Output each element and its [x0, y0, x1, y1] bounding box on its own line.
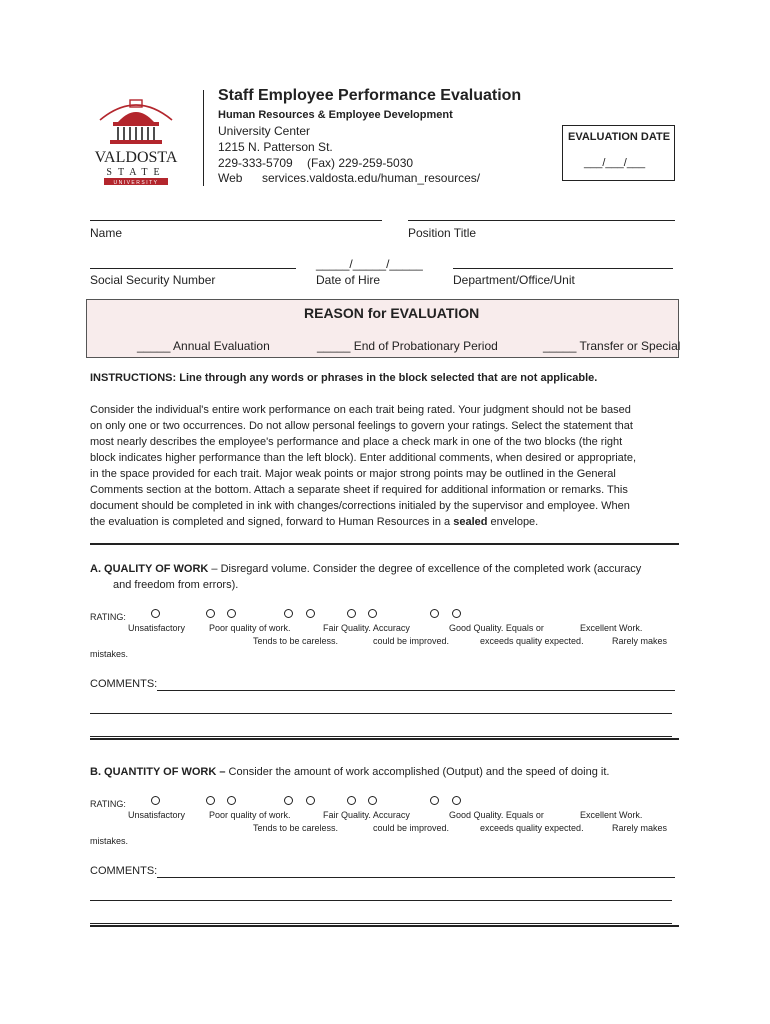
section-divider: [90, 925, 679, 927]
rating-b-3[interactable]: [227, 796, 236, 805]
section-a-title: A. QUALITY OF WORK: [90, 563, 209, 575]
comments-field-b[interactable]: [157, 877, 675, 878]
section-b-desc: Consider the amount of work accomplished (Output) and the speed of doing it.: [225, 766, 610, 778]
logo-sub: STATE: [106, 167, 166, 178]
instructions-paragraph: [90, 402, 675, 530]
rating-a-3[interactable]: [227, 609, 236, 618]
para-line: Comments section at the bottom. Attach a separate sheet if required for additional information or remarks. This: [90, 484, 628, 496]
header-web-label: Web: [218, 171, 243, 185]
rating-b-2[interactable]: [206, 796, 215, 805]
header-dept: Human Resources & Employee Development: [218, 109, 453, 121]
para-line: in the space provided for each trait. Major weak points or major strong points may be outlined in the General: [90, 468, 616, 480]
section-b-header: [90, 766, 609, 778]
position-field[interactable]: [408, 220, 675, 221]
evaluation-date-field[interactable]: ___/___/___: [584, 157, 646, 169]
reason-transfer[interactable]: _____ Transfer or Special: [543, 339, 681, 353]
para-line: most nearly describes the employee's performance and place a check mark in one of the two blocks (the right: [90, 436, 623, 448]
para-line: document should be completed in ink with changes/corrections initialed by the supervisor and employee. When: [90, 500, 630, 512]
rating-good-b: Good Quality. Equals or: [449, 810, 544, 820]
comments-line-b[interactable]: [90, 900, 672, 901]
rating-fair2-b: could be improved.: [373, 823, 450, 833]
comments-field-a[interactable]: [157, 690, 675, 691]
header-line1: University Center: [218, 124, 311, 138]
section-b-title: B. QUANTITY OF WORK –: [90, 766, 226, 778]
rating-label-b: RATING:: [90, 799, 126, 809]
comments-label-a: COMMENTS:: [90, 678, 158, 690]
logo-univ: UNIVERSITY: [113, 180, 159, 186]
rating-exc3: mistakes.: [90, 649, 129, 659]
dept-field[interactable]: [453, 268, 673, 269]
rating-a-4[interactable]: [284, 609, 293, 618]
rating-a-2[interactable]: [206, 609, 215, 618]
para-last-bold: sealed: [453, 516, 488, 528]
instructions: INSTRUCTIONS: Line through any words or phrases in the block selected that are not applicable.: [90, 372, 598, 384]
hire-date-field[interactable]: _____/_____/_____: [316, 257, 423, 271]
name-label: Name: [90, 226, 123, 240]
para-line-last: [90, 514, 675, 530]
rating-poor2-b: Tends to be careless.: [253, 823, 339, 833]
rating-a-9[interactable]: [452, 609, 461, 618]
rating-exc3-b: mistakes.: [90, 836, 129, 846]
header-web-url: services.valdosta.edu/human_resources/: [262, 171, 481, 185]
header-fax: (Fax) 229-259-5030: [307, 156, 414, 170]
para-last-post: envelope.: [487, 516, 539, 528]
rating-a-8[interactable]: [430, 609, 439, 618]
section-divider: [90, 738, 679, 740]
para-line: block indicates higher performance than the left block). Enter additional comments, when desired or appropriate,: [90, 452, 637, 464]
rating-fair2: could be improved.: [373, 636, 450, 646]
rating-b-6[interactable]: [347, 796, 356, 805]
rating-exc2-b: Rarely makes: [612, 823, 668, 833]
ssn-label: Social Security Number: [90, 273, 216, 287]
rating-unsat: Unsatisfactory: [128, 623, 186, 633]
comments-line-b[interactable]: [90, 923, 672, 924]
rating-good: Good Quality. Equals or: [449, 623, 544, 633]
dept-label: Department/Office/Unit: [453, 273, 575, 287]
rating-a-1[interactable]: [151, 609, 160, 618]
reason-probation[interactable]: _____ End of Probationary Period: [317, 339, 498, 353]
rating-a-5[interactable]: [306, 609, 315, 618]
logo-name: VALDOSTA: [94, 149, 178, 166]
rating-good2: exceeds quality expected.: [480, 636, 584, 646]
section-a-desc2: and freedom from errors).: [113, 579, 239, 591]
page-title: Staff Employee Performance Evaluation: [218, 87, 522, 104]
header-line2: 1215 N. Patterson St.: [218, 140, 333, 154]
rating-exc: Excellent Work.: [580, 623, 643, 633]
name-field[interactable]: [90, 220, 382, 221]
evaluation-date-label: EVALUATION DATE: [568, 131, 671, 143]
rating-b-7[interactable]: [368, 796, 377, 805]
para-last-pre: the evaluation is completed and signed, forward to Human Resources in a: [90, 516, 454, 528]
rating-exc2: Rarely makes: [612, 636, 668, 646]
rating-label: RATING:: [90, 612, 126, 622]
rating-poor-b: Poor quality of work.: [209, 810, 291, 820]
header-divider: [203, 90, 204, 186]
rating-exc-b: Excellent Work.: [580, 810, 643, 820]
comments-line-a[interactable]: [90, 736, 672, 737]
logo-building-icon: [100, 100, 172, 144]
comments-label-b: COMMENTS:: [90, 865, 158, 877]
rating-b-1[interactable]: [151, 796, 160, 805]
reason-annual[interactable]: _____ Annual Evaluation: [137, 339, 270, 353]
rating-good2-b: exceeds quality expected.: [480, 823, 584, 833]
rating-unsat-b: Unsatisfactory: [128, 810, 186, 820]
rating-fair: Fair Quality. Accuracy: [323, 623, 410, 633]
section-divider: [90, 543, 679, 545]
rating-fair-b: Fair Quality. Accuracy: [323, 810, 410, 820]
para-line: on only one or two occurrences. Do not allow personal feelings to govern your ratings. Select the statement that: [90, 420, 633, 432]
rating-b-4[interactable]: [284, 796, 293, 805]
section-a-desc: – Disregard volume. Consider the degree of excellence of the completed work (accuracy: [208, 563, 642, 575]
hire-date-label: Date of Hire: [316, 273, 381, 287]
header-phone: 229-333-5709: [218, 156, 293, 170]
comments-line-a[interactable]: [90, 713, 672, 714]
position-label: Position Title: [408, 226, 477, 240]
valdosta-state-logo: [86, 96, 186, 188]
para-line: Consider the individual's entire work performance on each trait being rated. Your judgment should not be based: [90, 404, 631, 416]
rating-poor2: Tends to be careless.: [253, 636, 339, 646]
rating-b-9[interactable]: [452, 796, 461, 805]
reason-title: REASON for EVALUATION: [304, 305, 480, 321]
ssn-field[interactable]: [90, 268, 296, 269]
rating-a-7[interactable]: [368, 609, 377, 618]
rating-poor: Poor quality of work.: [209, 623, 291, 633]
rating-b-8[interactable]: [430, 796, 439, 805]
rating-a-6[interactable]: [347, 609, 356, 618]
section-a-header: [90, 563, 641, 575]
rating-b-5[interactable]: [306, 796, 315, 805]
